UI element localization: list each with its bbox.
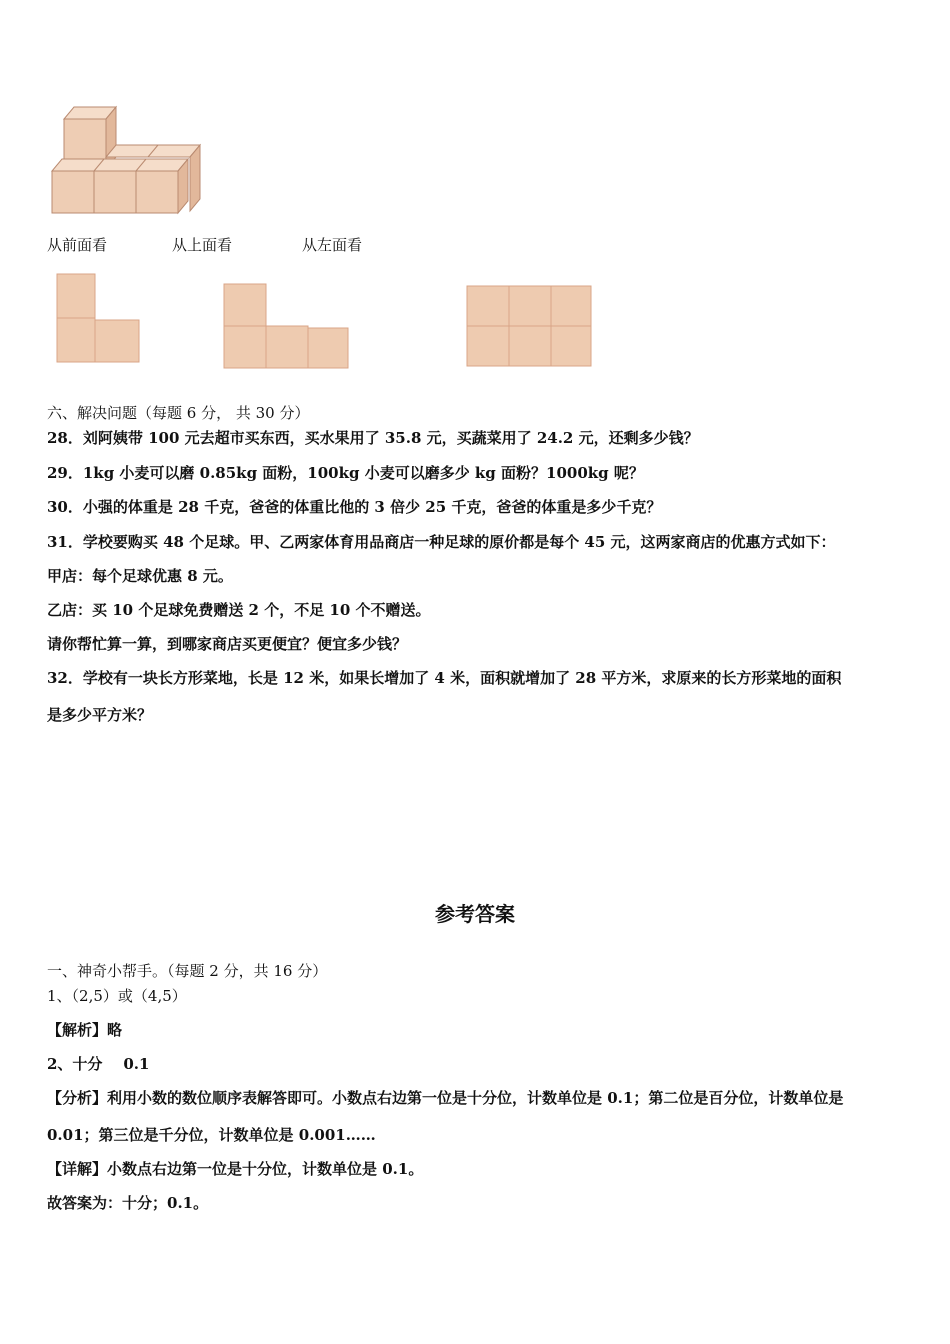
answer-2-analysis-line2: 0.01；第三位是千分位，计数单位是 0.001…… (47, 1126, 376, 1144)
answers-section1-heading: 一、神奇小帮手。（每题 2 分，共 16 分） (47, 962, 328, 980)
question-28: 28．刘阿姨带 100 元去超市买东西，买水果用了 35.8 元，买蔬菜用了 24.2 元，还剩多少钱？ (47, 429, 699, 447)
question-31-store-a: 甲店：每个足球优惠 8 元。 (47, 567, 233, 585)
left-view-figure (465, 284, 595, 369)
top-view-figure (222, 282, 352, 372)
answers-title: 参考答案 (435, 902, 515, 926)
question-30: 30．小强的体重是 28 千克，爸爸的体重比他的 3 倍少 25 千克，爸爸的体重是多少千克？ (47, 498, 662, 516)
answer-2: 2、十分 0.1 (47, 1055, 150, 1073)
answer-2-conclusion: 故答案为：十分；0.1。 (47, 1194, 209, 1212)
view-label-front: 从前面看 (47, 236, 108, 254)
view-label-left: 从左面看 (302, 236, 363, 254)
answer-1: 1、（2,5）或（4,5） (47, 987, 187, 1005)
section6-heading: 六、解决问题（每题 6 分， 共 30 分） (47, 404, 310, 422)
question-31: 31．学校要购买 48 个足球。甲、乙两家体育用品商店一种足球的原价都是每个 45 元，这两家商店的优惠方式如下： (47, 533, 836, 551)
question-31-store-b: 乙店：买 10 个足球免费赠送 2 个，不足 10 个不赠送。 (47, 601, 431, 619)
question-32-line2: 是多少平方米？ (47, 706, 153, 724)
answer-2-analysis-line1: 【分析】利用小数的数位顺序表解答即可。小数点右边第一位是十分位，计数单位是 0.1；第二位是百分位，计数单位是 (47, 1089, 844, 1107)
question-32-line1: 32．学校有一块长方形菜地，长是 12 米，如果长增加了 4 米，面积就增加了 28 平方米，求原来的长方形菜地的面积 (47, 669, 842, 687)
cube-stack-figure (50, 103, 210, 218)
question-31-ask: 请你帮忙算一算，到哪家商店买更便宜？便宜多少钱？ (47, 635, 408, 653)
front-view-figure (55, 272, 145, 367)
answer-2-detail: 【详解】小数点右边第一位是十分位，计数单位是 0.1。 (47, 1160, 424, 1178)
answer-1-analysis: 【解析】略 (47, 1021, 123, 1039)
cube-row-front (52, 159, 188, 213)
view-label-top: 从上面看 (172, 236, 233, 254)
question-29: 29．1kg 小麦可以磨 0.85kg 面粉，100kg 小麦可以磨多少 kg 面粉？1000kg 呢？ (47, 464, 644, 482)
